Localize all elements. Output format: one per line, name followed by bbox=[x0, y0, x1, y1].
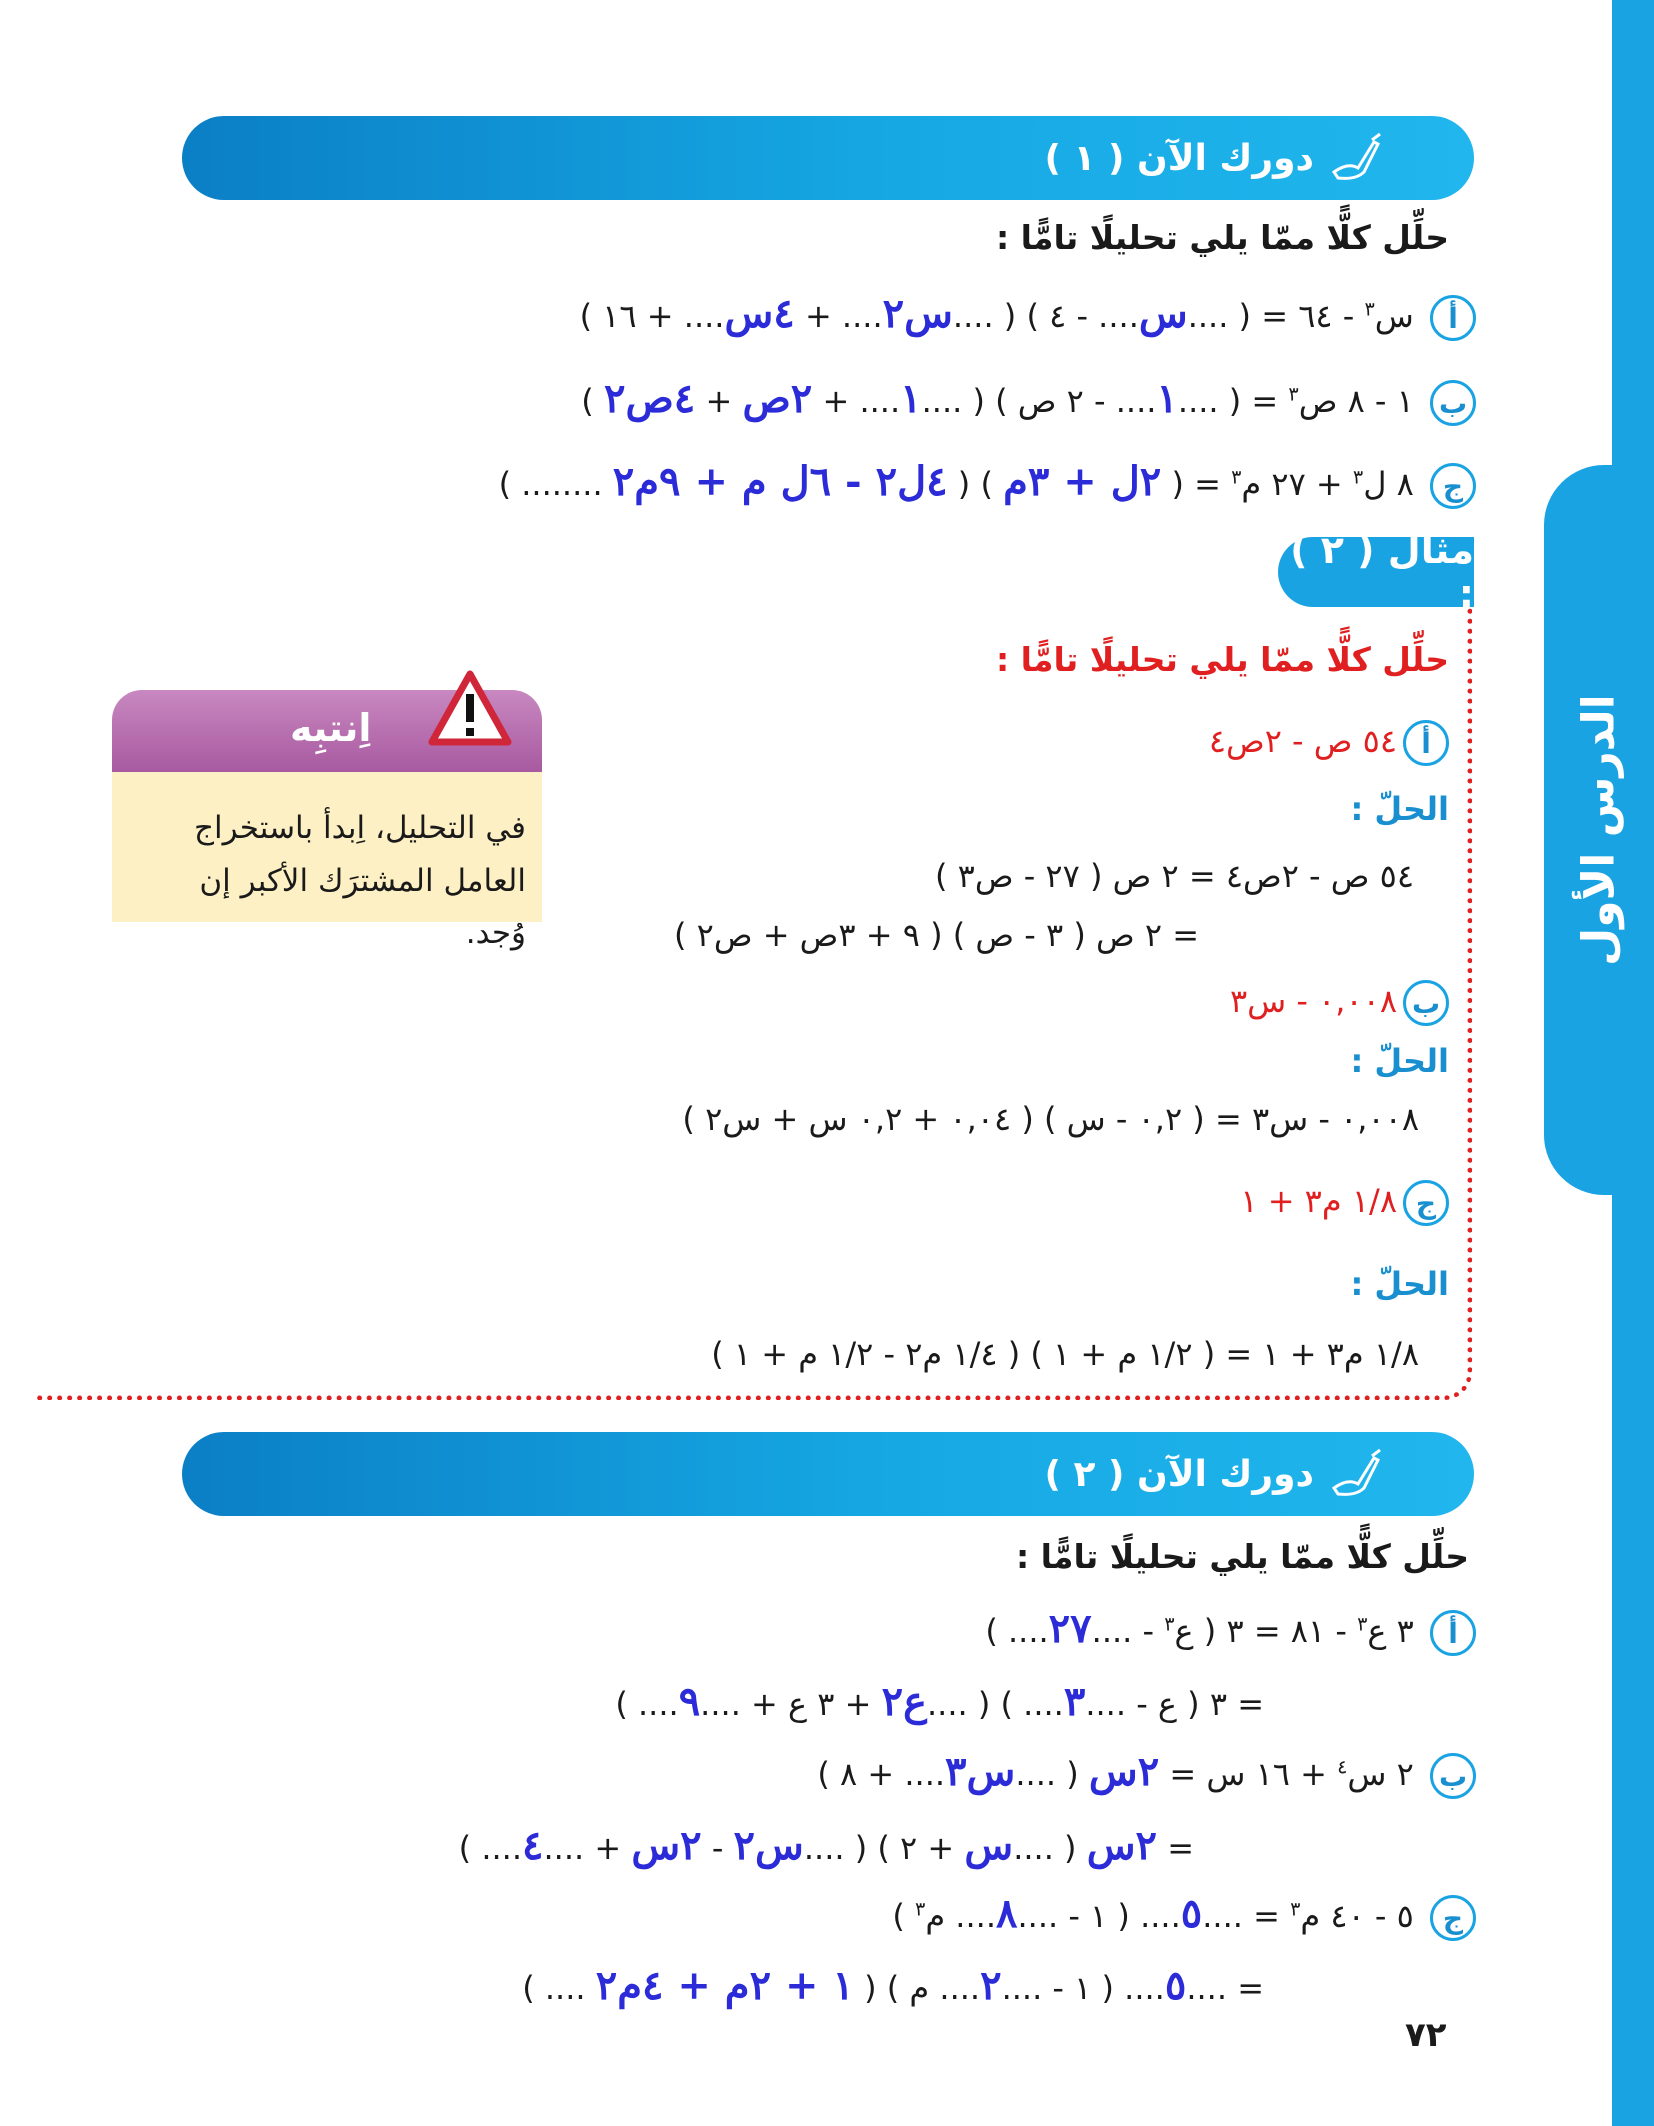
item-letter-c: ج bbox=[1403, 1180, 1449, 1226]
handwritten-answer: ٥ bbox=[1180, 1890, 1203, 1937]
item-letter-c: ج bbox=[1430, 463, 1476, 509]
section2-instruction: حلِّل كلًّا ممّا يلي تحليلًا تامًّا : bbox=[1015, 1537, 1469, 1576]
section2-title: دورك الآن ( ٢ ) bbox=[1044, 1453, 1314, 1495]
handwritten-answer: ٢ص bbox=[742, 375, 813, 422]
handwritten-answer: ٢ bbox=[980, 1962, 1002, 2009]
handwritten-answer: ٤ bbox=[522, 1822, 544, 1869]
section1-item-a: أ س$^٣$ - ٦٤ = ( ....س.... - ٤ ) ( ....س٢.... + ٤س.... + ١٦ ) bbox=[580, 290, 1476, 341]
handwritten-answer: س٢ bbox=[882, 290, 953, 337]
handwritten-answer: س bbox=[1138, 290, 1188, 337]
section1-title: دورك الآن ( ١ ) bbox=[1044, 137, 1314, 179]
item-letter-c: ج bbox=[1430, 1895, 1476, 1941]
item-letter-b: ب bbox=[1430, 380, 1476, 426]
solution-label-c: الحلّ : bbox=[1350, 1265, 1449, 1303]
section2-b2: = ٢س ( ....س + ٢ ) ( ....س٢ - ٢س + ....٤.... ) bbox=[458, 1822, 1194, 1869]
handwritten-answer: س٣ bbox=[945, 1748, 1016, 1795]
section1-item-b: ب ١ - ٨ ص$^٣$ = ( ....١.... - ٢ ص ) ( ....١.... + ٢ص + ٤ص٢ ) bbox=[581, 375, 1476, 426]
handwritten-answer: ٣ bbox=[1063, 1678, 1086, 1725]
section1-instruction: حلِّل كلًّا ممّا يلي تحليلًا تامًّا : bbox=[995, 218, 1449, 257]
section1-item-c: ج ٨ ل$^٣$ + ٢٧ م$^٣$ = ( ٢ل + ٣م ) ( ٤ل٢ - ٦ل م + ٩م٢ ........ ) bbox=[499, 458, 1476, 509]
handwritten-answer: ١ + ٢م + ٤م٢ bbox=[595, 1962, 854, 2009]
item-letter-b: ب bbox=[1430, 1753, 1476, 1799]
section2-c2: = ....٥.... ( ١ - ....٢.... م ) ( ١ + ٢م + ٤م٢ .... ) bbox=[522, 1962, 1264, 2009]
note-line-2: العامل المشترَك الأكبر إن وُجد. bbox=[199, 863, 526, 951]
example2-a-line1: ٥٤ ص - ٢ص٤ = ٢ ص ( ٢٧ - ص٣ ) bbox=[934, 857, 1414, 895]
handwritten-answer: س bbox=[964, 1822, 1014, 1869]
example2-a-line2: = ٢ ص ( ٣ - ص ) ( ٩ + ٣ص + ص٢ ) bbox=[673, 916, 1199, 954]
solution-label-b: الحلّ : bbox=[1350, 1042, 1449, 1080]
note-line-1: في التحليل، اِبدأ باستخراج bbox=[193, 810, 526, 846]
handwritten-answer: س٢ bbox=[733, 1822, 804, 1869]
note-title: اِنتبِه bbox=[290, 706, 372, 750]
item-letter-b: ب bbox=[1403, 980, 1449, 1026]
section2-a2: = ٣ ( ع - ....٣.... ) ( ....ع٢ + ٣ ع + ....٩.... ) bbox=[615, 1678, 1264, 1725]
example2-a-question: أ٥٤ ص - ٢ص٤ bbox=[1209, 720, 1449, 766]
example2-instruction: حلِّل كلًّا ممّا يلي تحليلًا تامًّا : bbox=[995, 640, 1449, 679]
handwritten-answer: ٢س bbox=[1086, 1822, 1158, 1869]
example2-tab: مثال ( ٢ ) : bbox=[1278, 537, 1474, 607]
example2-b-line1: ٠,٠٠٨ - س٣ = ( ٠,٢ - س ) ( ٠,٠٤ + ٠,٢ س + س٢ ) bbox=[682, 1100, 1419, 1138]
handwritten-answer: ٥ bbox=[1164, 1962, 1187, 2009]
example2-c-line1: ١/٨ م٣ + ١ = ( ١/٢ م + ١ ) ( ١/٤ م٢ - ١/٢ م + ١ ) bbox=[711, 1335, 1419, 1373]
item-letter-a: أ bbox=[1430, 1610, 1476, 1656]
handwritten-answer: ٤ل٢ - ٦ل م + ٩م٢ bbox=[612, 458, 948, 505]
handwritten-answer: ٢س bbox=[1088, 1748, 1160, 1795]
side-tab-label: الدرس الأول bbox=[1573, 694, 1625, 966]
item-letter-a: أ bbox=[1430, 295, 1476, 341]
handwritten-answer: ٤ص٢ bbox=[603, 375, 696, 422]
handwritten-answer: ١ bbox=[900, 375, 922, 422]
handwritten-answer: ٩ bbox=[678, 1678, 701, 1725]
item-letter-a: أ bbox=[1403, 720, 1449, 766]
section2-c1: ج ٥ - ٤٠ م$^٣$ = ....٥.... ( ١ - ....٨.... م$^٣$ ) bbox=[892, 1890, 1476, 1941]
page-number: ٧٢ bbox=[1405, 2015, 1447, 2055]
handwritten-answer: ٢٧ bbox=[1048, 1605, 1092, 1652]
section1-title-wrap bbox=[1045, 116, 1384, 200]
handwritten-answer: ع٢ bbox=[881, 1678, 927, 1725]
section2-a1: أ ٣ ع$^٣$ - ٨١ = ٣ ( ع$^٣$ - ....٢٧.... ) bbox=[985, 1605, 1476, 1656]
handwritten-answer: ٤س bbox=[724, 290, 795, 337]
solution-label-a: الحلّ : bbox=[1350, 790, 1449, 828]
handwritten-answer: ٢س bbox=[631, 1822, 702, 1869]
handwritten-answer: ١ bbox=[1156, 375, 1178, 422]
section2-b1: ب ٢ س$^٤$ + ١٦ س = ٢س ( ....س٣.... + ٨ ) bbox=[817, 1748, 1476, 1799]
handwritten-answer: ٨ bbox=[995, 1890, 1018, 1937]
example2-b-question: ب٠,٠٠٨ - س٣ bbox=[1230, 980, 1449, 1026]
handwritten-answer: ٢ل + ٣م bbox=[1003, 458, 1162, 505]
section2-title-wrap bbox=[1045, 1432, 1384, 1516]
warning-icon bbox=[428, 668, 512, 748]
writing-hand-icon bbox=[1328, 132, 1384, 184]
writing-hand-icon bbox=[1328, 1448, 1384, 1500]
example2-c-question: ج١/٨ م٣ + ١ bbox=[1240, 1180, 1449, 1226]
